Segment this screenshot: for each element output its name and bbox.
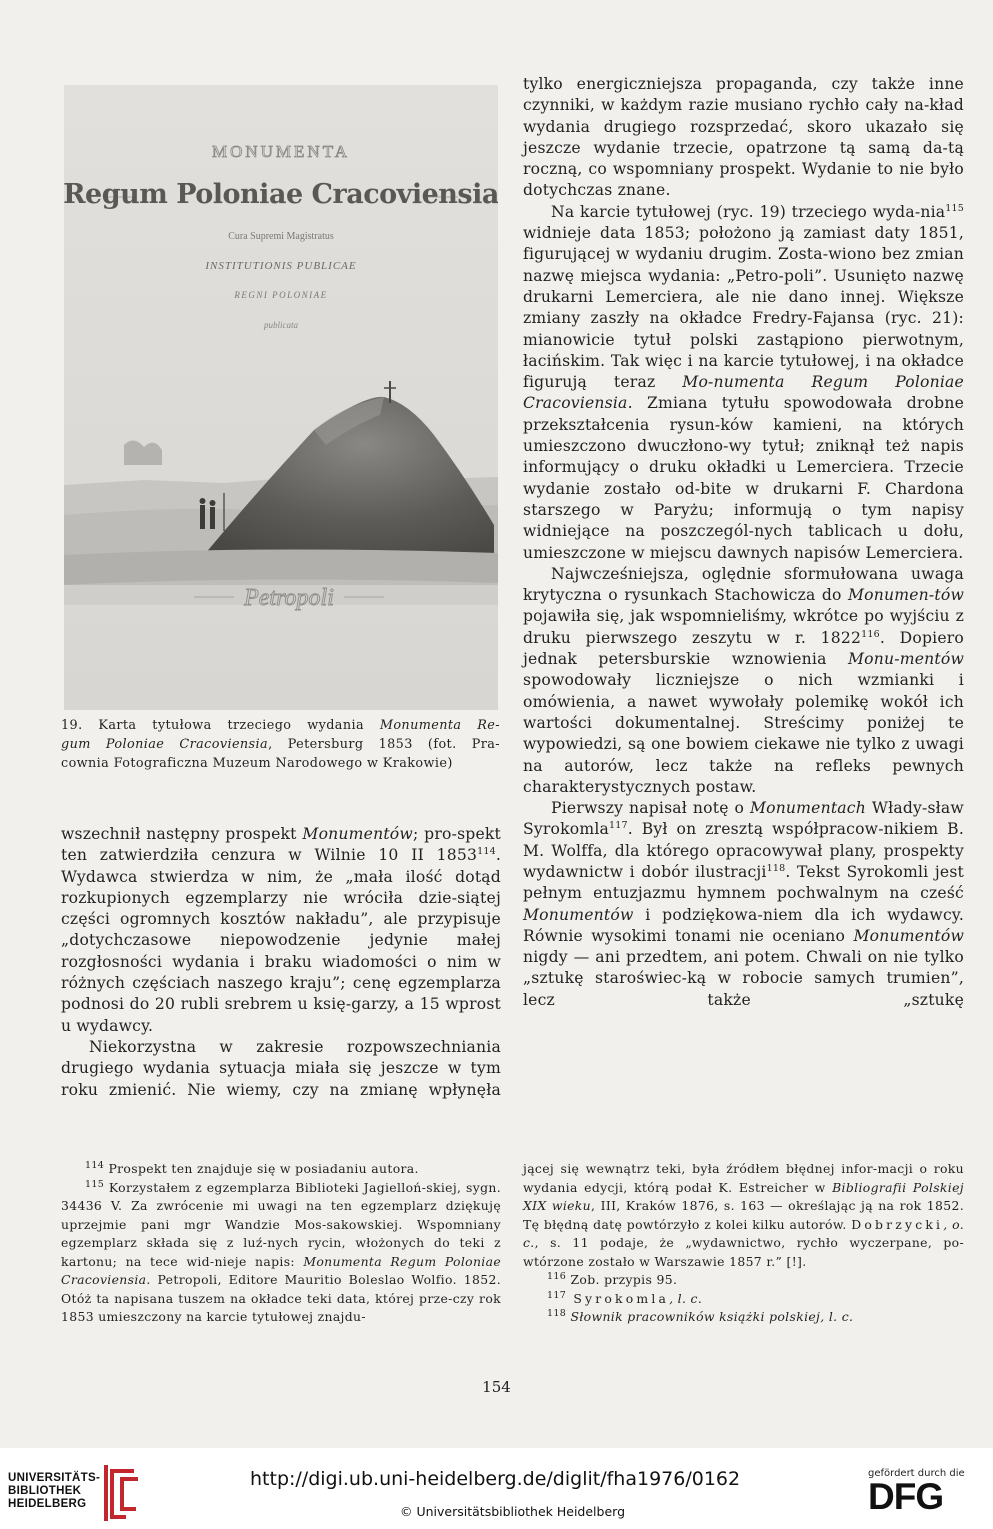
left-paragraph-2 <box>61 1037 501 1101</box>
left-paragraph-1 <box>61 824 501 1037</box>
text: widnieje data 1853; położono ją zamiast daty 1851, figurującej w wydaniu drugim. Zosta-wiono bez zmian nazwę miejsca wydania: „Petro-poli”. Usunięto nazwę drukarni Lemerciera, ale nie dano innej. Większe zmiany zaszły na okładce Fredry-Fajansa (ryc. 21): mianowicie tytuł polski zastąpiono pierwotnym, łacińskim. Tak więc i na karcie tytułowej, i na okładce figurują teraz <box>523 224 964 392</box>
figure-caption <box>61 716 500 773</box>
italic-title: Słownik pracowników książki polskiej, l. c. <box>566 1309 854 1324</box>
caption-line1: 19. Karta tytułowa trzeciego wydania <box>61 718 380 733</box>
text: , s. 11 podaje, że „wydawnictwo, rychło wyczerpane, po-wtórzone zostało w Warszawie 1857 r.” [!]. <box>523 1235 964 1269</box>
text: . Był on zresztą współpracow-nikiem B. M. Wolffa, dla którego opracowywał plany, prospekty wydawnictw i dobór ilustracji <box>523 820 964 881</box>
figure-title-page-illustration <box>64 85 498 710</box>
text: . Dopiero jednak petersburskie wznowienia <box>523 628 964 669</box>
text: Niekorzystna w zakresie rozpowszechniania drugiego wydania sytuacja miała się jeszcze w tym roku zmienić. Nie wiemy, czy na zmianę wpłynęła <box>61 1037 501 1099</box>
dfg-logo[interactable]: DFG <box>868 1476 944 1517</box>
fig-institutionis: INSTITUTIONIS PUBLICAE <box>205 260 357 272</box>
footnotes-left <box>61 1160 501 1327</box>
fig-regni: REGNI POLONIAE <box>234 290 328 300</box>
text: Włady-sław Syrokomla <box>523 799 964 839</box>
fig-cura: Cura Supremi Magistratus <box>228 231 334 242</box>
footnote-number: 118 <box>547 1307 567 1319</box>
library-name-line1: UNIVERSITÄTS- <box>8 1472 101 1484</box>
footnote-115 <box>61 1179 501 1327</box>
footnote-number: 117 <box>547 1289 567 1301</box>
caption-line2-italic: gum Poloniae Cracoviensia <box>61 737 269 752</box>
text: i podziękowa-niem dla ich wydawcy. Równie wysokimi tonami nie oceniano <box>523 905 964 945</box>
footnote-117 <box>523 1290 964 1309</box>
right-paragraph-2 <box>523 202 964 564</box>
spaced-author: Syrokomla <box>566 1290 670 1306</box>
italic-ref: , l. c. <box>669 1290 703 1306</box>
text: spowodowały liczniejsze o nich wzmianki i omówienia, a nawet wywołały polemikę wokół ich wartości dokumentalnej. Streścimy poniżej te wypowiedzi, są one bowiem ciekawe nie tylko z uwagi na autorów, lecz także na refleks pewnych charakterystycznych postaw. <box>523 671 964 796</box>
footnote-ref-114[interactable]: 114 <box>477 846 496 858</box>
footer-bar <box>0 1448 993 1529</box>
text: nigdy — ani przedtem, ani potem. Chwali on nie tylko „sztukę staroświec-ką w robocie samych trumien”, lecz także „sztukę <box>523 948 964 1009</box>
copyright-notice: © Universitätsbibliothek Heidelberg <box>400 1504 626 1519</box>
caption-line2: , Petersburg 1853 (fot. Pra- <box>268 737 501 752</box>
italic-title: Monumentach <box>749 799 866 818</box>
footnote-number: 115 <box>85 1178 105 1190</box>
library-name-line3: HEIDELBERG <box>8 1498 87 1510</box>
italic-title: Monumentów <box>302 825 413 843</box>
footnote-ref-116[interactable]: 116 <box>861 628 880 640</box>
footnote-ref-117[interactable]: 117 <box>609 820 628 832</box>
text: . Zmiana tytułu spowodowała drobne przekształcenia rysun-ków kamieni, na których umieszczono dwuczłono-wy tytuł; zniknął też napis informujący o druku okładki u Lemerciera. Trzecie wydanie zostało od-bite w drukarni F. Chardona starszego w Paryżu; informują o tym napisy widniejące na poszczegól-nych tablicach u dołu, umieszczone w miejscu dawnych napisów Lemerciera. <box>523 394 964 562</box>
right-paragraph-4 <box>523 798 964 1011</box>
right-paragraph-3 <box>523 564 964 798</box>
text: pojawiła się, jak wspomnieliśmy, wkrótce po wyjściu z druku pierwszego zeszytu w r. 1822 <box>523 607 964 647</box>
spaced-author: Dobrzycki <box>851 1216 944 1232</box>
fig-regum: Regum Poloniae Cracoviensia <box>64 179 498 210</box>
footnote-116 <box>523 1271 964 1290</box>
text: wszechnił następny prospekt <box>61 825 303 843</box>
footnote-number: 114 <box>85 1159 105 1171</box>
page-number: 154 <box>482 1378 511 1396</box>
text: ; pro-spekt ten zatwierdziła cenzura w Wilnie 10 II 1853 <box>61 825 501 865</box>
footnote-ref-118[interactable]: 118 <box>766 862 786 874</box>
text: Na karcie tytułowej (ryc. 19) trzeciego wyda-nia <box>551 202 946 221</box>
title-page-engraving <box>64 85 498 710</box>
caption-line1-italic: Monumenta Re- <box>379 718 500 733</box>
italic-title: Monumentów <box>523 905 634 924</box>
footnotes-right <box>523 1160 964 1327</box>
footnote-115-continued <box>523 1160 964 1271</box>
fig-petropoli: Petropoli <box>244 585 334 611</box>
footnote-118 <box>523 1308 964 1327</box>
text: Prospekt ten znajduje się w posiadaniu autora. <box>104 1161 419 1176</box>
text: . Tekst Syrokomli jest pełnym entuzjazmu hymnem pochwalnym na cześć <box>523 862 964 903</box>
right-paragraph-1 <box>523 74 964 202</box>
right-column <box>523 74 964 1011</box>
text: Pierwszy napisał notę o <box>551 799 750 818</box>
italic-title: Bibliografii Polskiej XIX wieku <box>523 1179 964 1213</box>
italic-title: Monumentów <box>853 926 964 945</box>
footnote-ref-115[interactable]: 115 <box>945 202 964 214</box>
text: . Wydawca stwierdza w nim, że „mała ilość dotąd rozkupionych egzemplarzy nie wróciła dzie-siątej części ogromnych kosztów nakładu”, ale przypisuje „dotychczasowe niepowodzenie jedynie małej rozgłosności wydania i braku wiadomości o nim w różnych częściach naszego kraju”; cenę egzemplarza podnosi do 20 rubli srebrem u księ-garzy, a 15 wprost u wydawcy. <box>61 846 501 1035</box>
library-name[interactable] <box>8 1472 100 1511</box>
footnote-114 <box>61 1160 501 1179</box>
text: Najwcześniejsza, oględnie sformułowana uwaga krytyczna o rysunkach Stachowicza do <box>523 564 964 605</box>
footnote-number: 116 <box>547 1270 567 1282</box>
document-url-link[interactable]: http://digi.ub.uni-heidelberg.de/diglit/fha1976/0162 <box>250 1468 741 1490</box>
text: Korzystałem z egzemplarza Biblioteki Jagielloń-skiej, sygn. 34436 V. Za zwrócenie mi uwagi na ten egzemplarz dziękuję uprzejmie pani mgr Wandzie Mos-sakowskiej. Wspomniany egzemplarz składa się z luź-nych rycin, włożonych do teki z kartonu; na tece wid-nieje napis: <box>61 1179 501 1269</box>
ub-heidelberg-logo-icon[interactable] <box>100 1463 142 1523</box>
fig-publicata: publicata <box>264 320 298 330</box>
italic-title: Monumenta Regum Poloniae Cracoviensia. <box>61 1253 502 1287</box>
text: Petropoli, Editore Mauritio Boleslao Wolfio. 1852. Otóż ta napisana tuszem na okładce teki data, której prze-czy rok 1853 umieszczony na karcie tytułowej znajdu- <box>61 1272 501 1324</box>
text: tylko energiczniejsza propaganda, czy także inne czynniki, w każdym razie musiano rychło cały na-kład wydania drugiego rozsprzedać, skoro ukazało się jeszcze wydanie trzecie, opatrzone tą samą da-tą roczną, co wspomniany prospekt. Wydanie to nie było dotychczas znane. <box>523 75 964 200</box>
text: , III, Kraków 1876, s. 163 — określając ją na rok 1852. Tę błędną datę powtórzyło z kolei kilku autorów. <box>523 1198 965 1232</box>
italic-title: Monumen-tów <box>848 586 964 605</box>
text: Zob. przypis 95. <box>566 1272 678 1287</box>
left-column <box>61 824 501 1101</box>
library-name-line2: BIBLIOTHEK <box>8 1485 82 1497</box>
fig-monumenta: MONUMENTA <box>211 142 351 161</box>
funded-by-label: gefördert durch die <box>868 1468 965 1479</box>
italic-ref: , o. c. <box>523 1216 964 1250</box>
caption-line3: cownia Fotograficzna Muzeum Narodowego w Krakowie) <box>61 756 453 771</box>
italic-title: Mo-numenta Regum Poloniae Cracoviensia <box>523 373 964 413</box>
italic-title: Monu-mentów <box>848 650 964 669</box>
text: jącej się wewnątrz teki, była źródłem błędnej infor-macji o roku wydania edycji, którą podał K. Estreicher w <box>523 1161 964 1195</box>
